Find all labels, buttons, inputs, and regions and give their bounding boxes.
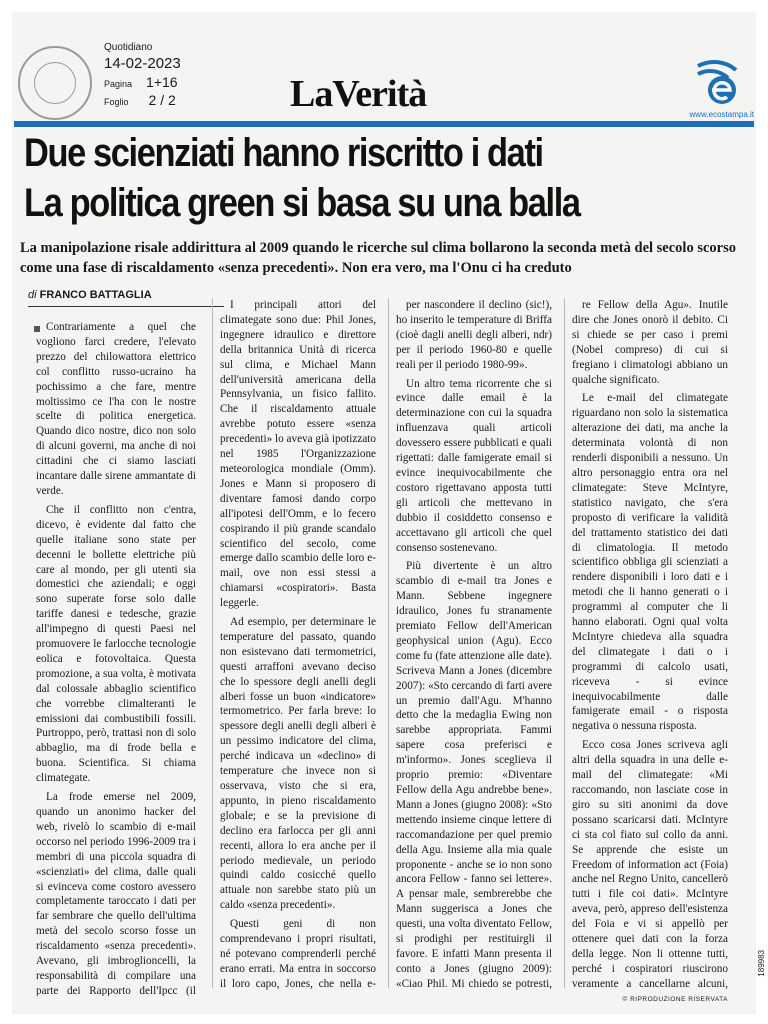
column-divider [212,298,213,988]
column-2 [220,298,376,992]
quotidiano-label: Quotidiano [104,42,153,53]
paragraph: Più divertente è un altro scambio di e-mail tra Jones e Mann. Sebbene ingegnere idraulico, Jones fu stranamente premiato Fellow dell'American geophysical union (Agu). Ecco come fu (fate attenzione alle date). Scriveva Mann a Jones (dicembre 2007): «Sto cercando di farti avere un premio dall'Agu. M'hanno detto che la medaglia Ewing non sarebbe appropriata. Fammi sapere cosa preferisci e m'informo». Jones sceglieva il proprio premio: «Diventare Fellow della Agu andrebbe bene». Mann a Jones (giugno 2008): «Sto mettendo insieme cinque lettere di raccomandazione per quel premio della Agu. Insieme alla mia quale proponente - anche se io non sono ancora Fellow - fanno sei lettere». A pensar male, sembrerebbe che Mann suggerisca a Jones che questi, una volta diventato Fellow, si prodighi per restituirgli il favore. E infatti Mann presenta il conto a Jones (giugno 2009): «Ciao Phil. Mi chiedo se potresti, [396,560,552,990]
ecostampa-logo-icon [690,52,746,108]
paragraph: Un altro tema ricorrente che si evince dalle email è la determinazione con cui la squadra influenzava quali articoli dovessero essere pubblicati e quali rigettati: dalle famigerate email si evince inequivocabilmente che costoro rigettavano apposta tutti gli articoli che mettevano in dubbio il cosiddetto consenso e accettavano gli articoli che quel consenso sostenevano. [396,377,552,554]
ecostampa-url: www.ecostampa.it [689,110,754,119]
column-divider [564,298,565,988]
headline-line-1: Due scienziati hanno riscritto i dati [24,131,543,175]
pagina-value: 1+16 [146,74,178,90]
paragraph: Ecco cosa Jones scriveva agli altri della squadra in una delle e-mail del climategate: «Mi raccomando, non lasciate cose in giro su siti anonimi da dove possano scaricarsi dati. McIntyre ci sta col fiato sul collo da anni. Se apprende che esiste un Freedom of information act (Foia) anche nel Regno Unito, cancellerò tutti i file coi dati». McIntyre aveva, però, appreso dell'esistenza del Foia e vi si appellò per ottenere quei dati con la forza della legge. Non li ottenne tutti, perché i cospiratori riuscirono veramente a cancellarne alcuni, [572,739,728,990]
column-divider [388,298,389,988]
byline-prefix: di [28,289,37,301]
pagina-label: Pagina [104,79,133,89]
foglio-label: Foglio [104,97,129,107]
headline-line-2: La politica green si basa su una balla [24,181,580,225]
foglio-row [104,92,181,108]
clipping-date: 14-02-2023 [104,55,181,72]
clipping-meta [104,42,181,108]
copyright-footer: © RIPRODUZIONE RISERVATA [622,996,728,1003]
paragraph: Questi geni di non comprendevano i propri risultati, né potevano comprenderli perché erano errati. Ma entra in soccorso il loro capo, Jones, che nella e- [220,918,376,990]
column-4 [572,298,728,992]
pagina-row [104,74,181,90]
seal-icon [18,46,92,120]
header-bar [14,121,754,127]
paragraph: per nascondere il declino (sic!), ho inserito le temperature di Briffa (cioè dagli anelli degli alberi, ndr) per il periodo 1960-80 e quelle reali per il periodo 1980-99». [396,299,552,371]
paragraph: La frode emerse nel 2009, quando un anonimo hacker del web, rivelò lo scambio di e-mail occorso nel periodo 1996-2009 tra i membri di una piccola squadra di «scienziati» del clima, dalle quali si evinceva come costoro avessero completamente taroccato i dati per far sembrare che quello dell'ultima metà del secolo scorso fosse un riscaldamento «senza precedenti». Avevano, gli imbroglioncelli, la responsabilità di compilare una parte dei Rapporto dell'Ipcc (il [36,791,196,996]
byline-author: FRANCO BATTAGLIA [39,289,152,301]
paragraph: Le e-mail del climategate riguardano non solo la sistematica alterazione dei dati, ma anche la determinata volontà di non renderli disponibili a nessuno. Un altro personaggio entra ora nel climategate: Steve McIntyre, statistico navigato, che s'era proposto di verificare la validità del trattamento statistico dei dati di climatologia. Il metodo scientifico obbliga gli scienziati a rendere disponibili i loro dati e i metodi che li hanno generati o i programmi al computer che li hanno elaborati. Ogni qual volta McIntyre chiedeva alla squadra del climategate i dati o i programmi di calcolo usati, riceveva - si evince inequivocabilmente dalle famigerate email - o risposta negativa o nessuna risposta. [572,392,728,733]
column-3 [396,298,552,992]
newspaper-logo: LaVerità [290,73,427,115]
paragraph: re Fellow della Agu». Inutile dire che Jones onorò il debito. Ci si chiede se per caso i premi (Nobel compreso) di cui si fregiano i climatologi abbiano un qualche significato. [572,299,728,386]
foglio-value: 2 / 2 [148,92,176,108]
byline-rule [28,306,224,307]
paragraph: I principali attori del climategate sono due: Phil Jones, ingegnere idraulico e direttore della britannica Unità di ricerca sul clima, e Michael Mann dell'università americana della Pennsylvania, un fisico fallito. Che il riscaldamento attuale avrebbe potuto essere «senza precedenti» lo aveva già ipotizzato nel 1985 l'Organizzazione meteorologica mondiale (Omm). Jones e Mann si proposero di diventare famosi dando corpo all'ipotesi dell'Omm, e lo fecero cospirando il più grande scandalo scientifico del secolo, come emerge dallo scambio delle loro e-mail, ove non essi stessi a chiamarsi «cospiratori». Basta leggerle. [220,299,376,610]
byline [28,289,152,301]
subheadline: La manipolazione risale addirittura al 2009 quando le ricerche sul clima bollarono la seconda metà del secolo scorso come una fase di riscaldamento «senza precedenti». Non era vero, ma l'Onu ci ha creduto [20,240,736,276]
paragraph: Che il conflitto non c'entra, dicevo, è evidente dal fatto che quelle italiane sono state per decenni le bollette elettriche più care al mondo, per gli utenti sia domestici che aziendali; e oggi sono superate forse solo dalle tariffe danesi e tedesche, grazie all'impegno di questi Paesi nel promuovere le farlocche tecnologie eolica e fotovoltaica. Questa promozione, a sua volta, è motivata dal colossale abbaglio scientifico che vorrebbe climalteranti le emissioni dai combustibili fossili. Purtroppo, però, trattasi non di solo abbaglio, ma di frode bella e buona. Scientifica. Si chiama climategate. [36,503,196,785]
paragraph: Contrariamente a quel che vogliono farci credere, l'elevato prezzo del chilowattora elettrico col conflitto russo-ucraino ha pochissimo a che fare, mentre moltissimo ce l'ha con le nostre scelte di politica energetica. Quando dico nostre, dico non solo di alcuni governi, ma anche di noi cittadini che ci siamo lasciati incantare dalle sirene ammantate di verde. [36,321,196,497]
paragraph: Ad esempio, per determinare le temperature del passato, quando non esistevano dati termometrici, questi arraffoni avevano deciso che lo spessore degli anelli degli alberi fosse un buon «indicatore» termometrico. Per farla breve: lo spessore degli anelli degli alberi è un pessimo indicatore del clima, perché indicava un «declino» di temperature che invece non si osservava, visto che si era, appunto, in pieno riscaldamento globale; e se la previsione di declino era farlocca per gli anni recenti, allora lo era anche per il periodo medievale, un periodo quindi caldo cosicché quello attuale non sarebbe stato più un caldo «senza precedenti». [220,616,376,912]
column-1 [36,320,196,996]
clipping-code: 189983 [757,950,766,977]
